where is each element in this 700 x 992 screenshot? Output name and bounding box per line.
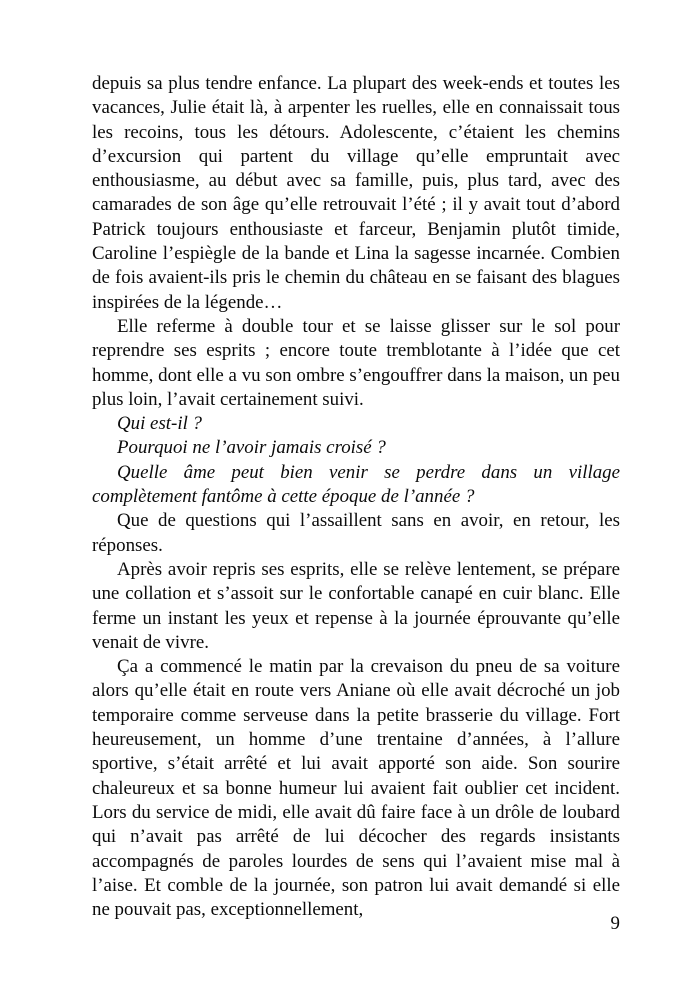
paragraph: depuis sa plus tendre enfance. La plupart des week-ends et toutes les vacances, Julie était là, à arpenter les ruelles, elle en connaissait tous les recoins, tous les détours. Adolescente, c’étaient les chemins d’excursion qui partent du village qu’elle empruntait avec enthousiasme, au début avec sa famille, puis, plus tard, avec des camarades de son âge qu’elle retrouvait l’été ; il y avait tout d’abord Patrick toujours enthousiaste et farceur, Benjamin plutôt timide, Caroline l’espiègle de la bande et Lina la sagesse incarnée. Combien de fois avaient-ils pris le chemin du château en se faisant des blagues inspirées de la légende… xyxy=(92,73,620,313)
page-text xyxy=(92,72,620,922)
page-number: 9 xyxy=(610,913,620,934)
paragraph: Elle referme à double tour et se laisse glisser sur le sol pour reprendre ses esprits ; encore toute tremblotante à l’idée que cet homme, dont elle a vu son ombre s’engouffrer dans la maison, un peu plus loin, l’avait certainement suivi. xyxy=(92,315,620,410)
paragraph: Quelle âme peut bien venir se perdre dans un village complètement fantôme à cette époque de l’année ? xyxy=(92,461,620,508)
paragraph: Ça a commencé le matin par la crevaison du pneu de sa voiture alors qu’elle était en route vers Aniane où elle avait décroché un job temporaire comme serveuse dans la petite brasserie du village. Fort heureusement, un homme d’une trentaine d’années, à l’allure sportive, s’était arrêté et lui avait apporté son aide. Son sourire chaleureux et sa bonne humeur lui avaient fait oublier cet incident. Lors du service de midi, elle avait dû faire face à un drôle de loubard qui n’avait pas arrêté de lui décocher des regards insistants accompagnés de paroles lourdes de sens qui l’avaient mise mal à l’aise. Et comble de la journée, son patron lui avait demandé si elle ne pouvait pas, exceptionnellement, xyxy=(92,656,620,921)
paragraph: Après avoir repris ses esprits, elle se relève lentement, se prépare une collation et s’assoit sur le confortable canapé en cuir blanc. Elle ferme un instant les yeux et repense à la journée éprouvante qu’elle venait de vivre. xyxy=(92,558,620,653)
paragraph: Que de questions qui l’assaillent sans en avoir, en retour, les réponses. xyxy=(92,510,620,556)
paragraph: Pourquoi ne l’avoir jamais croisé ? xyxy=(117,437,386,459)
paragraph: Qui est-il ? xyxy=(117,413,202,435)
